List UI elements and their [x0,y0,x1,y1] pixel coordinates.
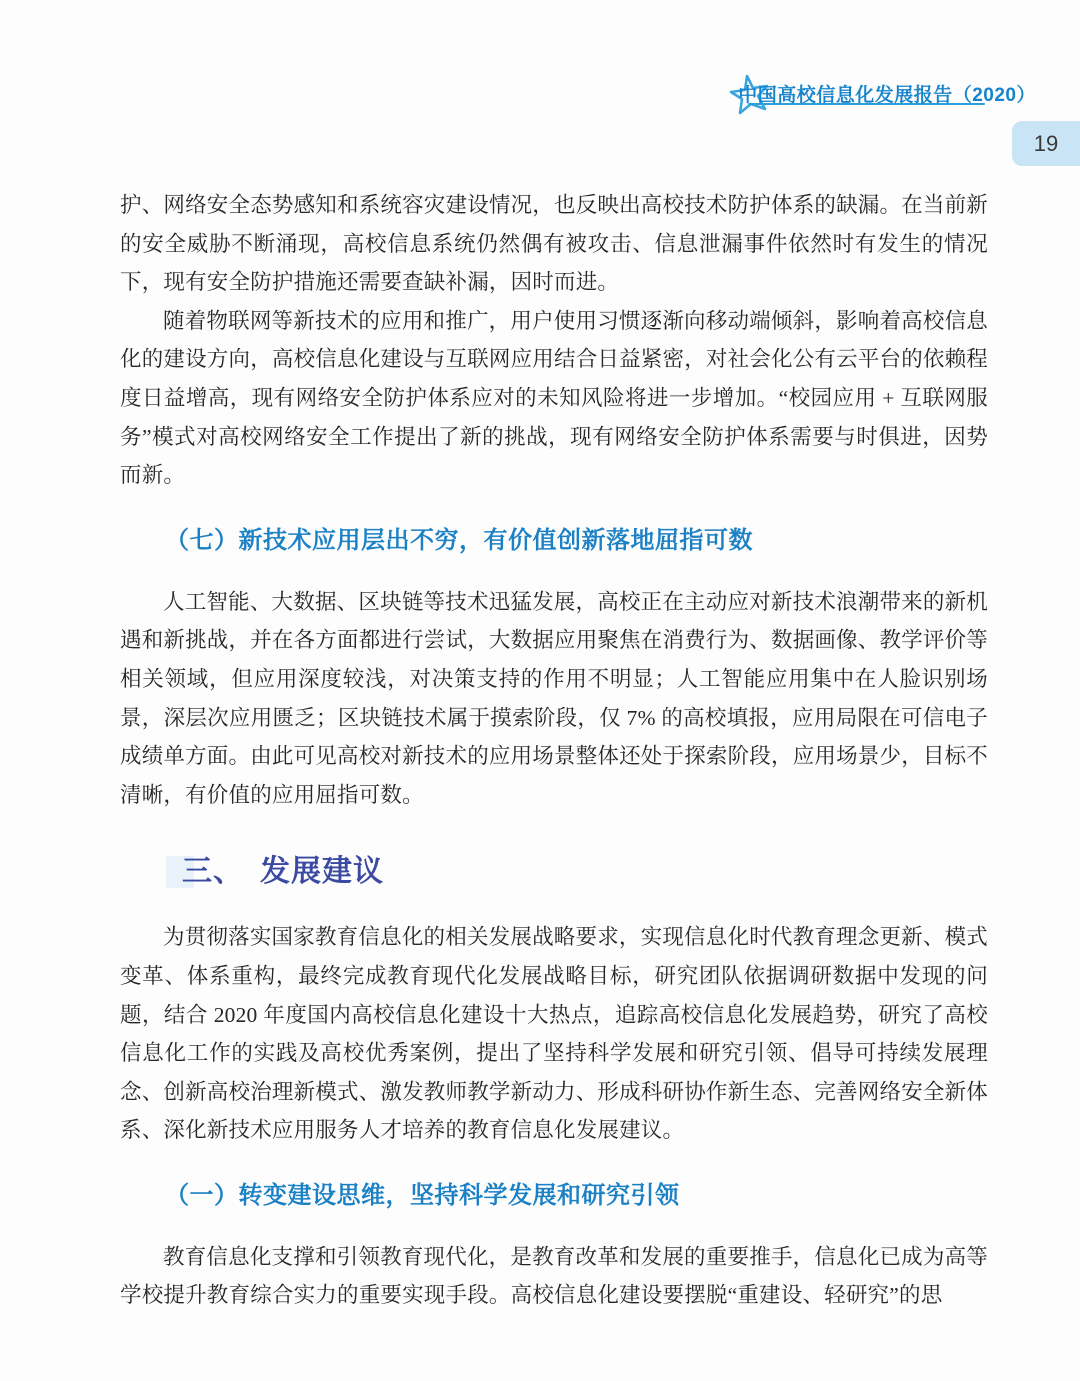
page-number: 19 [1033,130,1059,156]
page-header [0,0,1080,180]
page-content [120,186,988,1315]
paragraph-trailing: 教育信息化支撑和引领教育现代化，是教育改革和发展的重要推手，信息化已成为高等学校提升教育综合实力的重要实现手段。高校信息化建设要摆脱“重建设、轻研究”的思 [120,1244,988,1308]
paragraph: 为贯彻落实国家教育信息化的相关发展战略要求，实现信息化时代教育理念更新、模式变革、体系重构，最终完成教育现代化发展战略目标，研究团队依据调研数据中发现的问题，结合 2020 年度国内高校信息化建设十大热点，追踪高校信息化发展趋势，研究了高校信息化工作的实践及高校优秀案例，提出了坚持科学发展和研究引领、倡导可持续发展理念、创新高校治理新模式、激发教师教学新动力、形成科研协作新生态、完善网络安全新体系、深化新技术应用服务人才培养的教育信息化发展建议。 [120,925,989,1143]
section-heading-label: 三、 发展建议 [182,855,384,889]
paragraph: 人工智能、大数据、区块链等技术迅猛发展，高校正在主动应对新技术浪潮带来的新机遇和新挑战，并在各方面都进行尝试，大数据应用聚焦在消费行为、数据画像、教学评价等相关领域，但应用深度较浅，对决策支持的作用不明显；人工智能应用集中在人脸识别场景，深层次应用匮乏；区块链技术属于摸索阶段，仅 7% 的高校填报，应用局限在可信电子成绩单方面。由此可见高校对新技术的应用场景整体还处于探索阶段，应用场景少，目标不清晰，有价值的应用屈指可数。 [120,589,989,807]
paragraph-continued: 护、网络安全态势感知和系统容灾建设情况，也反映出高校技术防护体系的缺漏。在当前新的安全威胁不断涌现，高校信息系统仍然偶有被攻击、信息泄漏事件依然时有发生的情况下，现有安全防护措施还需要查缺补漏，因时而进。 [120,193,989,295]
section-heading-development-suggestions [182,850,988,894]
paragraph: 随着物联网等新技术的应用和推广，用户使用习惯逐渐向移动端倾斜，影响着高校信息化的建设方向，高校信息化建设与互联网应用结合日益紧密，对社会化公有云平台的依赖程度日益增高，现有网络安全防护体系应对的未知风险将进一步增加。“校园应用 + 互联网服务”模式对高校网络安全工作提出了新的挑战，现有网络安全防护体系需要与时俱进，因势而新。 [120,308,989,488]
subheading-section-1: （一）转变建设思维，坚持科学发展和研究引领 [165,1181,680,1209]
subheading-section-7: （七）新技术应用层出不穷，有价值创新落地屈指可数 [165,526,753,554]
page-number-badge [1012,121,1080,166]
report-title: 中国高校信息化发展报告（2020） [738,85,1036,106]
